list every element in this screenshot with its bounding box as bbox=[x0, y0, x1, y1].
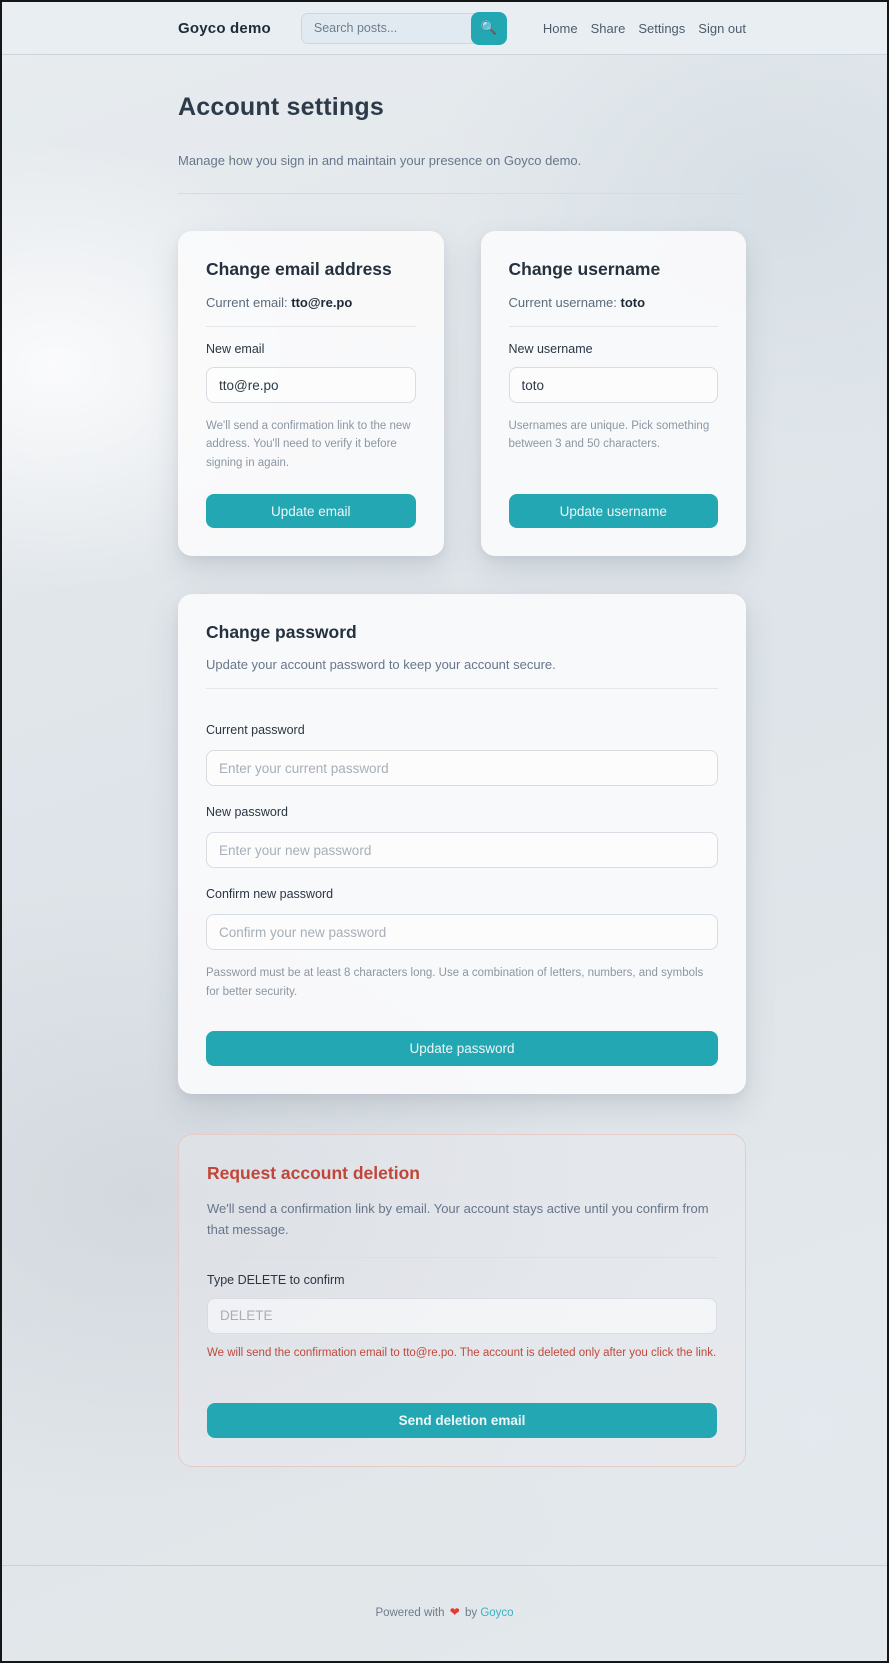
change-username-card bbox=[481, 231, 747, 556]
navbar-inner bbox=[178, 13, 746, 44]
password-help-text: Password must be at least 8 characters long. Use a combination of letters, numbers, and symbols for better security. bbox=[206, 967, 704, 998]
heart-icon: ❤ bbox=[449, 1605, 460, 1619]
update-password-button[interactable]: Update password bbox=[206, 1031, 718, 1066]
title-divider bbox=[178, 193, 746, 194]
confirm-password-input[interactable] bbox=[206, 914, 718, 950]
current-password-label: Current password bbox=[206, 723, 305, 738]
new-password-label: New password bbox=[206, 805, 288, 820]
current-email-label: Current email: bbox=[206, 295, 292, 310]
page-title: Account settings bbox=[178, 93, 384, 121]
current-email-value: tto@re.po bbox=[291, 295, 353, 310]
new-email-input[interactable] bbox=[206, 367, 416, 403]
nav-link-home[interactable]: Home bbox=[542, 20, 578, 36]
change-username-title: Change username bbox=[508, 259, 661, 279]
deletion-description: We'll send a confirmation link by email. Your account stays active until you confirm from that message. bbox=[207, 1200, 709, 1238]
footer-by-text: by bbox=[464, 1607, 478, 1619]
current-username-line bbox=[509, 295, 719, 310]
update-username-button[interactable]: Update username bbox=[509, 494, 719, 528]
change-password-subtitle: Update your account password to keep your account secure. bbox=[206, 657, 556, 673]
nav-link-settings[interactable]: Settings bbox=[638, 20, 686, 36]
top-navbar bbox=[2, 2, 887, 55]
new-email-label: New email bbox=[206, 342, 265, 356]
current-email-line bbox=[206, 295, 416, 310]
nav-link-share[interactable]: Share bbox=[590, 20, 626, 36]
current-password-group bbox=[206, 707, 718, 786]
delete-confirm-input[interactable] bbox=[207, 1298, 717, 1334]
footer-powered-text: Powered with bbox=[375, 1607, 445, 1619]
card-divider bbox=[206, 326, 416, 327]
email-help-text: We'll send a confirmation link to the new address. You'll need to verify it before signing in again. bbox=[206, 420, 411, 469]
change-email-card bbox=[178, 231, 444, 556]
change-email-title: Change email address bbox=[206, 259, 392, 279]
nav-link-sign-out[interactable]: Sign out bbox=[698, 20, 746, 36]
request-account-deletion-card bbox=[178, 1134, 746, 1467]
send-deletion-email-button[interactable]: Send deletion email bbox=[207, 1403, 717, 1438]
page-subtitle: Manage how you sign in and maintain your presence on Goyco demo. bbox=[178, 153, 582, 168]
new-password-input[interactable] bbox=[206, 832, 718, 868]
username-help-text: Usernames are unique. Pick something between 3 and 50 characters. bbox=[508, 420, 710, 451]
current-username-label: Current username: bbox=[508, 295, 621, 310]
deletion-title: Request account deletion bbox=[207, 1162, 420, 1183]
cards-row bbox=[178, 231, 746, 556]
delete-confirm-label: Type DELETE to confirm bbox=[207, 1272, 345, 1287]
search-icon: 🔍 bbox=[480, 20, 497, 35]
spacer bbox=[509, 454, 719, 472]
new-username-input[interactable] bbox=[509, 367, 719, 403]
nav-links bbox=[543, 21, 746, 36]
update-email-button[interactable]: Update email bbox=[206, 494, 416, 528]
card-divider bbox=[206, 688, 718, 689]
new-password-group bbox=[206, 789, 718, 868]
brand-logo[interactable]: Goyco demo bbox=[178, 19, 271, 37]
current-username-value: toto bbox=[620, 295, 646, 310]
confirm-password-label: Confirm new password bbox=[206, 887, 334, 902]
page-footer bbox=[2, 1565, 887, 1661]
search-button[interactable] bbox=[471, 12, 507, 45]
footer-goyco-link[interactable]: Goyco bbox=[480, 1607, 514, 1619]
card-divider bbox=[509, 326, 719, 327]
current-password-input[interactable] bbox=[206, 750, 718, 786]
card-divider bbox=[207, 1257, 717, 1258]
footer-text bbox=[375, 1607, 513, 1619]
search-form bbox=[301, 13, 505, 44]
new-username-label: New username bbox=[508, 342, 593, 356]
change-password-title: Change password bbox=[206, 622, 357, 643]
change-password-card bbox=[178, 594, 746, 1094]
confirm-password-group bbox=[206, 871, 718, 950]
main-content bbox=[178, 55, 746, 1565]
deletion-warning-text: We will send the confirmation email to tto@re.po. The account is deleted only after you click the link. bbox=[207, 1346, 717, 1359]
